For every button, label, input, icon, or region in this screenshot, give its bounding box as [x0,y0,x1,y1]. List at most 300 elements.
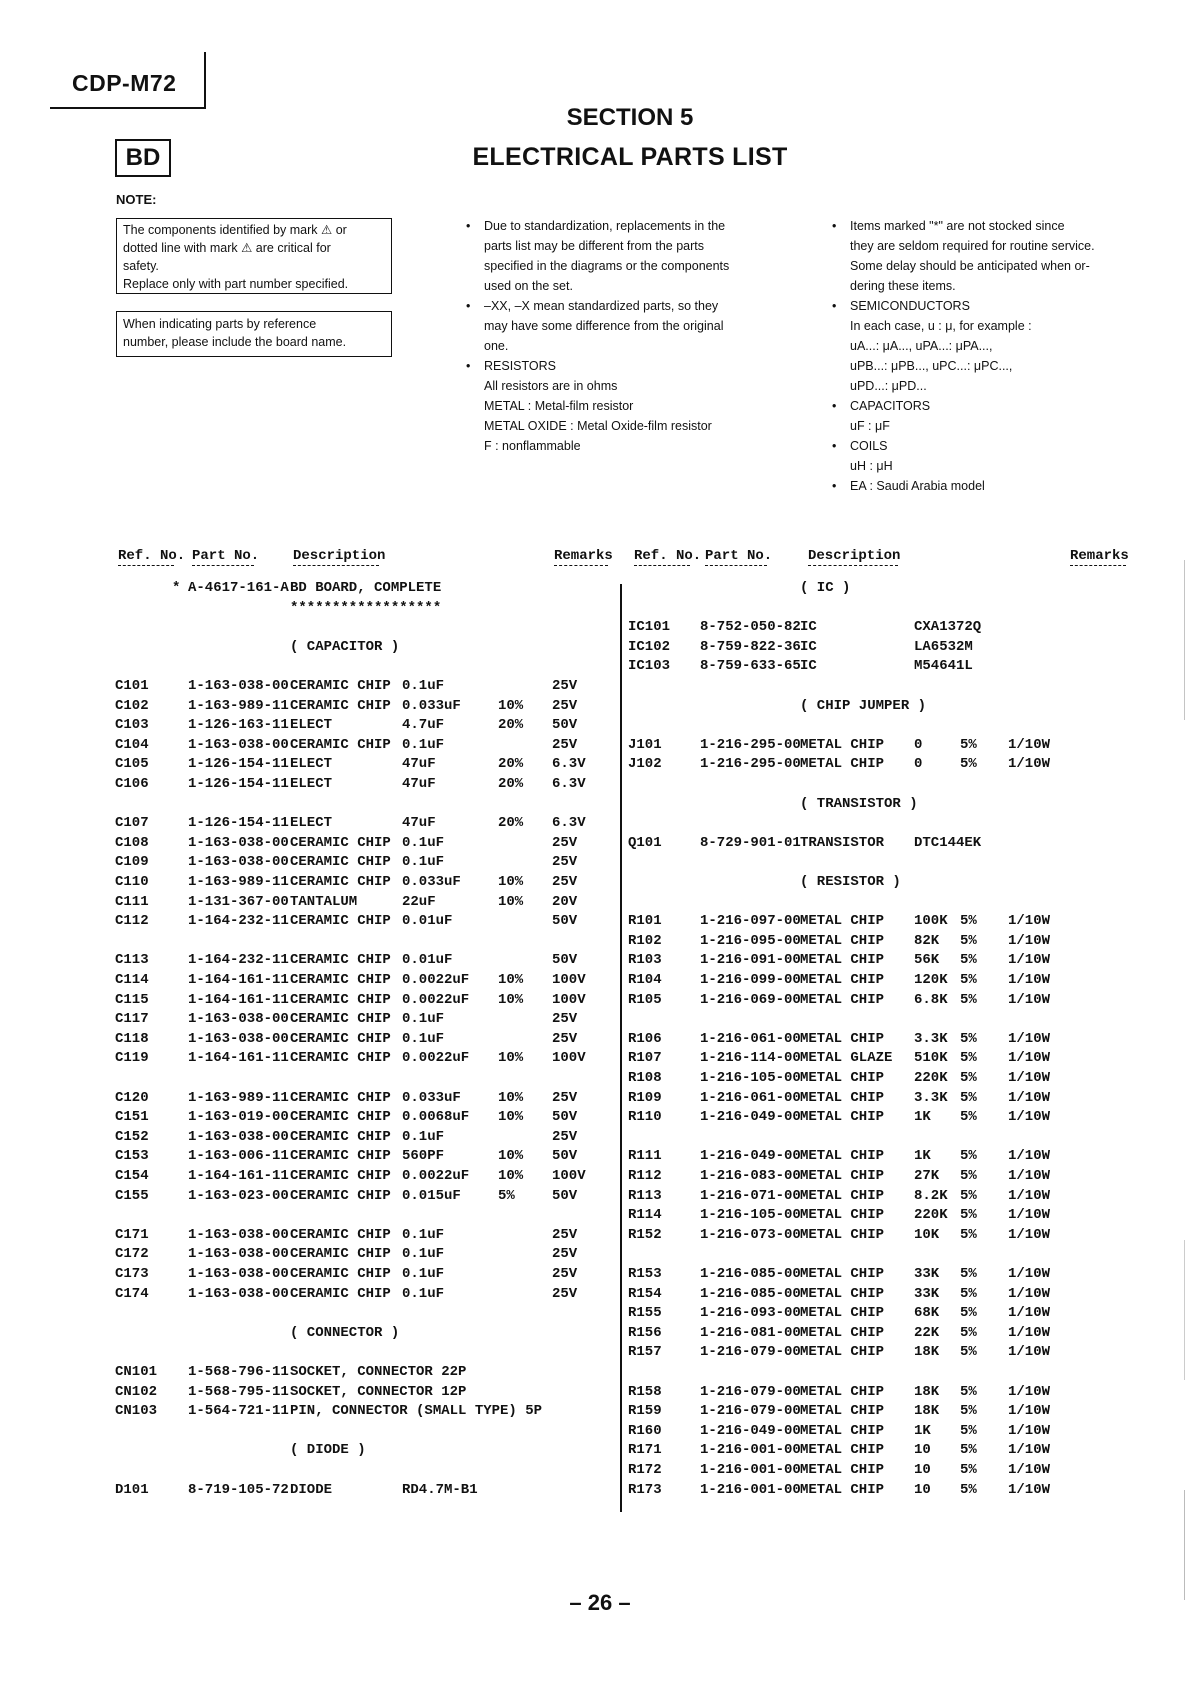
cell-val: 18K [914,1403,940,1420]
table-section-header [0,579,1191,597]
table-row [0,1461,1191,1479]
cell-val: 82K [914,932,940,949]
cell-val: 0.1uF [402,1128,445,1145]
cell-desc: METAL CHIP [800,1030,885,1047]
cell-ref: R160 [628,1422,662,1439]
cell-part: 1-163-038-00 [188,1030,289,1047]
cell-val: 27K [914,1168,940,1184]
cell-ref: CN103 [115,1403,158,1420]
cell-part: 1-163-038-00 [188,1011,289,1028]
cell-ref: IC101 [628,619,671,636]
cell-val: DTC144EK [914,834,982,851]
cell-rem: 1/10W [1008,1462,1051,1478]
cell-desc: METAL CHIP [800,1089,885,1106]
cell-tol: 10% [498,1109,524,1126]
cell-ref: R108 [628,1070,662,1086]
cell-ref: IC102 [628,638,671,655]
cell-rem: 6.3V [552,815,586,832]
cell-part: 1-216-061-00 [700,1089,801,1106]
cell-ref: R157 [628,1344,662,1361]
cell-ref: R109 [628,1089,662,1106]
table-row [0,1285,1191,1303]
cell-rem: 25V [552,1226,578,1243]
cell-desc: METAL CHIP [800,932,885,949]
cell-val: 0.1uF [402,1246,445,1263]
cell-ref: R110 [628,1109,662,1126]
cell-tol: 5% [960,1442,977,1459]
cell-ref: C118 [115,1030,149,1047]
cell-ref: C104 [115,736,149,753]
cell-desc: IC [800,658,817,675]
cell-rem: 20V [552,893,578,910]
cell-part: 1-216-295-00 [700,756,801,773]
cell-ref: C113 [115,952,149,969]
cell-desc: ELECT [290,776,333,792]
table-row [0,736,1191,754]
cell-ref: C102 [115,697,149,714]
reference-note-line: When indicating parts by reference [123,317,317,331]
cell-part: 1-163-989-11 [188,1089,289,1106]
cell-ref: R154 [628,1285,662,1302]
cell-rem: 1/10W [1008,913,1051,930]
cell-rem: 25V [552,678,578,694]
cell-desc: CERAMIC CHIP [290,1226,391,1243]
cell-val: 0.01uF [402,952,453,969]
cell-rem: 1/10W [1008,1305,1051,1322]
cell-tol: 10% [498,1089,524,1106]
cell-tol: 10% [498,1148,524,1165]
reference-note-line: number, please include the board name. [123,335,347,349]
cell-tol: 5% [960,1207,977,1224]
note-continuation-line: may have some difference from the original [484,319,724,333]
board-code-badge: BD [115,139,171,177]
cell-tol: 5% [960,1383,977,1400]
cell-part: 1-164-161-11 [188,972,289,988]
cell-rem: 1/10W [1008,1383,1051,1400]
cell-part: 1-216-079-00 [700,1344,801,1361]
cell-desc: METAL CHIP [800,1305,885,1322]
cell-desc: METAL CHIP [800,1324,885,1341]
cell-rem: 50V [552,1109,578,1126]
safety-note-line: dotted line with mark ⚠ are critical for [123,241,331,255]
cell-part: 1-163-038-00 [188,854,289,871]
cell-ref: CN101 [115,1364,158,1380]
note-continuation-line: All resistors are in ohms [484,379,618,393]
cell-ref: C105 [115,756,149,773]
cell-part: 8-729-901-01 [700,834,801,851]
scan-edge-mark [1184,1240,1185,1380]
header-description: Description [808,548,901,564]
cell-ref: R172 [628,1462,662,1478]
cell-desc: ****************** [290,599,442,616]
cell-rem: 25V [552,736,578,753]
cell-desc: CERAMIC CHIP [290,1266,391,1282]
cell-rem: 1/10W [1008,1285,1051,1302]
cell-desc: PIN, CONNECTOR (SMALL TYPE) 5P [290,1403,543,1420]
cell-val: CXA1372Q [914,619,982,636]
reference-note-box [116,311,392,357]
cell-val: 1K [914,1148,931,1165]
cell-tol: 5% [960,932,977,949]
cell-ref: J101 [628,736,662,753]
cell-desc: METAL CHIP [800,756,885,773]
table-row [0,1108,1191,1126]
cell-tol: 5% [960,1030,977,1047]
header-ref-no: Ref. No. [634,548,702,564]
cell-ref: C115 [115,991,149,1008]
cell-ref: R101 [628,913,662,930]
cell-ref: C154 [115,1168,149,1184]
cell-val: 0.1uF [402,1030,445,1047]
cell-desc: TANTALUM [290,893,358,910]
cell-rem: 50V [552,952,578,969]
cell-rem: 1/10W [1008,1050,1051,1067]
header-remarks: Remarks [1070,548,1129,564]
cell-ref: C108 [115,834,149,851]
cell-part: 8-752-050-82 [700,619,801,636]
cell-desc: SOCKET, CONNECTOR 22P [290,1364,467,1380]
cell-tol: 10% [498,1168,524,1184]
cell-ref: R171 [628,1442,662,1459]
cell-part: 1-216-079-00 [700,1403,801,1420]
cell-part: 1-216-049-00 [700,1109,801,1126]
note-bullet-item: • –XX, –X mean standardized parts, so they [460,296,790,316]
cell-val: 10 [914,1462,931,1478]
cell-part: 1-163-038-00 [188,678,289,694]
table-row [0,1363,1191,1381]
cell-part: 1-216-095-00 [700,932,801,949]
note-continuation-line: METAL : Metal-film resistor [484,399,634,413]
cell-part: 1-131-367-00 [188,893,289,910]
cell-ref: R106 [628,1030,662,1047]
cell-ref: C106 [115,776,149,792]
cell-val: 0.1uF [402,1226,445,1243]
cell-ref: R114 [628,1207,662,1224]
cell-desc: CERAMIC CHIP [290,1148,391,1165]
cell-part: 1-164-232-11 [188,913,289,930]
model-divider-vertical [204,52,206,108]
cell-part: 1-164-161-11 [188,991,289,1008]
table-row [0,1383,1191,1401]
cell-rem: 1/10W [1008,1148,1051,1165]
note-continuation-line: one. [484,339,509,353]
cell-rem: 100V [552,972,586,988]
cell-rem: 1/10W [1008,1226,1051,1243]
cell-ref: J102 [628,756,662,773]
cell-val: 0.1uF [402,736,445,753]
cell-tol: 5% [960,1266,977,1282]
cell-desc: CERAMIC CHIP [290,1050,391,1067]
cell-rem: 25V [552,1266,578,1282]
cell-desc: ELECT [290,756,333,773]
cell-desc: CERAMIC CHIP [290,952,391,969]
safety-note-line: Replace only with part number specified. [123,277,349,291]
cell-desc: METAL CHIP [800,1442,885,1459]
cell-val: 1K [914,1422,931,1439]
table-row [0,1324,1191,1342]
cell-val: 18K [914,1383,940,1400]
cell-tol: 10% [498,972,524,988]
cell-val: RD4.7M-B1 [402,1481,478,1498]
cell-val: 10 [914,1481,931,1498]
safety-note-box [116,218,392,294]
cell-tol: 5% [960,952,977,969]
cell-part: 1-216-105-00 [700,1207,801,1224]
model-number: CDP-M72 [72,70,177,96]
cell-desc: METAL CHIP [800,991,885,1008]
cell-tol: 5% [960,1344,977,1361]
cell-ref: C109 [115,854,149,871]
cell-rem: 1/10W [1008,1266,1051,1282]
cell-desc: METAL CHIP [800,736,885,753]
cell-rem: 100V [552,1168,586,1184]
cell-ref: R112 [628,1168,662,1184]
note-continuation-line: Some delay should be anticipated when or- [850,259,1090,273]
cell-desc: CERAMIC CHIP [290,1285,391,1302]
cell-desc: METAL CHIP [800,1207,885,1224]
cell-ref: R173 [628,1481,662,1498]
cell-part: 1-216-081-00 [700,1324,801,1341]
cell-val: 0.1uF [402,834,445,851]
cell-desc: METAL CHIP [800,1266,885,1282]
cell-tol: 5% [960,1168,977,1184]
note-bullet-item: • SEMICONDUCTORS [826,296,1156,316]
cell-tol: 5% [960,972,977,988]
table-row [0,657,1191,675]
cell-tol: 5% [960,1109,977,1126]
cell-val: 0.0022uF [402,991,470,1008]
cell-rem: 100V [552,991,586,1008]
cell-desc: CERAMIC CHIP [290,834,391,851]
table-row [0,1422,1191,1440]
cell-rem: 25V [552,1011,578,1028]
section-title: SECTION 5 [566,104,694,131]
cell-rem: 50V [552,1187,578,1204]
cell-rem: 25V [552,697,578,714]
cell-rem: 1/10W [1008,932,1051,949]
table-row [0,1147,1191,1165]
cell-rem: 25V [552,1285,578,1302]
cell-rem: 1/10W [1008,1403,1051,1420]
cell-rem: 1/10W [1008,1089,1051,1106]
cell-rem: 1/10W [1008,1207,1051,1224]
cell-part: 8-759-633-65 [700,658,801,675]
notes-column-right [826,216,1156,496]
note-continuation-line: uPB...: μPB..., uPC...: μPC..., [850,359,1013,373]
table-row [0,1128,1191,1146]
cell-ref: C114 [115,972,149,988]
cell-part: 1-163-989-11 [188,874,289,890]
cell-part: 1-163-019-00 [188,1109,289,1126]
cell-ref: C151 [115,1109,149,1126]
cell-desc: METAL CHIP [800,1187,885,1204]
cell-val: 4.7uF [402,717,445,734]
cell-tol: 5% [960,1324,977,1341]
cell-part: 1-163-023-00 [188,1187,289,1204]
cell-rem: 1/10W [1008,1070,1051,1086]
cell-desc: METAL CHIP [800,1226,885,1243]
cell-desc: METAL CHIP [800,1383,885,1400]
note-continuation-line: In each case, u : μ, for example : [850,319,1032,333]
page-number: – 26 – [569,1590,631,1615]
header-part-no: Part No. [192,548,260,564]
table-row [0,951,1191,969]
header-ref-no: Ref. No. [118,548,186,564]
header-remarks: Remarks [554,548,613,564]
cell-ref: C171 [115,1226,149,1243]
cell-part: 8-759-822-36 [700,638,801,655]
table-row [0,1089,1191,1107]
cell-desc: METAL CHIP [800,952,885,969]
cell-rem: 1/10W [1008,1422,1051,1439]
cell-val: 220K [914,1207,948,1224]
cell-part: 1-216-085-00 [700,1285,801,1302]
cell-tol: 5% [960,991,977,1008]
cell-desc: CERAMIC CHIP [290,1089,391,1106]
cell-val: M54641L [914,658,973,675]
cell-part: 1-126-163-11 [188,717,289,734]
table-row [0,893,1191,911]
cell-rem: 1/10W [1008,756,1051,773]
note-bullet-item: • COILS [826,436,1156,456]
cell-val: 6.8K [914,991,948,1008]
cell-desc: METAL CHIP [800,1462,885,1478]
cell-val: 0.015uF [402,1187,461,1204]
cell-rem: 1/10W [1008,1109,1051,1126]
cell-ref: C101 [115,678,149,694]
cell-desc: METAL CHIP [800,1422,885,1439]
cell-tol: 10% [498,874,524,890]
cell-rem: 50V [552,717,578,734]
cell-rem: 1/10W [1008,1187,1051,1204]
cell-desc: METAL GLAZE [800,1050,893,1067]
cell-val: 0.01uF [402,913,453,930]
cell-desc: CERAMIC CHIP [290,1030,391,1047]
cell-ref: C155 [115,1187,149,1204]
cell-val: 10K [914,1226,940,1243]
cell-part: 1-216-001-00 [700,1481,801,1498]
cell-ref: R155 [628,1305,662,1322]
cell-part: 1-216-114-00 [700,1050,801,1067]
cell-val: 1K [914,1109,931,1126]
cell-val: 560PF [402,1148,445,1165]
cell-tol: 5% [960,1403,977,1420]
cell-desc: METAL CHIP [800,913,885,930]
cell-desc: METAL CHIP [800,1070,885,1086]
cell-rem: 25V [552,1089,578,1106]
cell-val: 0.1uF [402,678,445,694]
cell-desc: CERAMIC CHIP [290,1246,391,1263]
cell-ref: C119 [115,1050,149,1067]
cell-tol: 5% [960,913,977,930]
cell-part: 1-216-099-00 [700,972,801,988]
cell-val: 47uF [402,776,436,792]
cell-val: 510K [914,1050,948,1067]
cell-desc: METAL CHIP [800,1148,885,1165]
table-row [0,814,1191,832]
cell-desc: CERAMIC CHIP [290,1187,391,1204]
cell-part: 1-126-154-11 [188,776,289,792]
cell-part: 1-163-038-00 [188,736,289,753]
note-continuation-line: METAL OXIDE : Metal Oxide-film resistor [484,419,712,433]
cell-tol: 5% [960,1285,977,1302]
cell-rem: 25V [552,854,578,871]
cell-tol: 5% [960,1422,977,1439]
cell-ref: R102 [628,932,662,949]
cell-ref: R152 [628,1226,662,1243]
table-row [0,1010,1191,1028]
cell-part: 1-216-295-00 [700,736,801,753]
cell-rem: 25V [552,1246,578,1263]
table-row [0,912,1191,930]
table-row [0,932,1191,950]
table-row [0,1030,1191,1048]
cell-val: 100K [914,913,948,930]
cell-part: 1-216-061-00 [700,1030,801,1047]
cell-part: 1-216-093-00 [700,1305,801,1322]
cell-ref: C153 [115,1148,149,1165]
cell-tol: 5% [960,1462,977,1478]
cell-tol: 10% [498,697,524,714]
cell-desc: METAL CHIP [800,972,885,988]
cell-tol: 5% [960,1089,977,1106]
cell-desc: BD BOARD, COMPLETE [290,580,442,596]
cell-part: 1-163-038-00 [188,1128,289,1145]
cell-rem: 1/10W [1008,1324,1051,1341]
cell-part: 1-163-038-00 [188,1226,289,1243]
cell-tol: 10% [498,893,524,910]
cell-ref: R156 [628,1324,662,1341]
cell-val: 8.2K [914,1187,948,1204]
note-continuation-line: specified in the diagrams or the components [484,259,730,273]
cell-rem: 6.3V [552,776,586,792]
section-label: ( DIODE ) [290,1442,366,1459]
cell-part: 1-216-091-00 [700,952,801,969]
table-row [0,775,1191,793]
cell-part: 1-568-796-11 [188,1364,289,1380]
note-bullet-item: • CAPACITORS [826,396,1156,416]
table-row [0,599,1191,617]
cell-val: 0.1uF [402,854,445,871]
cell-tol: 5% [960,1226,977,1243]
table-row [0,618,1191,636]
section-label: ( TRANSISTOR ) [800,795,918,812]
cell-part: 1-163-006-11 [188,1148,289,1165]
cell-rem: 1/10W [1008,1481,1051,1498]
cell-desc: METAL CHIP [800,1481,885,1498]
cell-rem: 1/10W [1008,952,1051,969]
section-label: ( CONNECTOR ) [290,1324,400,1341]
cell-val: 33K [914,1285,940,1302]
cell-ref: C174 [115,1285,149,1302]
cell-ref: Q101 [628,834,662,851]
cell-desc: CERAMIC CHIP [290,1168,391,1184]
cell-ref: R103 [628,952,662,969]
cell-ref: C110 [115,874,149,890]
table-row [0,1206,1191,1224]
cell-ref: C120 [115,1089,149,1106]
cell-desc: CERAMIC CHIP [290,1128,391,1145]
cell-val: 10 [914,1442,931,1459]
cell-desc: METAL CHIP [800,1168,885,1184]
table-section-header [0,873,1191,891]
cell-desc: CERAMIC CHIP [290,991,391,1008]
note-continuation-line: uF : μF [850,419,890,433]
cell-val: 22uF [402,893,436,910]
note-continuation-line: parts list may be different from the parts [484,239,705,253]
cell-desc: CERAMIC CHIP [290,697,391,714]
cell-desc: CERAMIC CHIP [290,874,391,890]
